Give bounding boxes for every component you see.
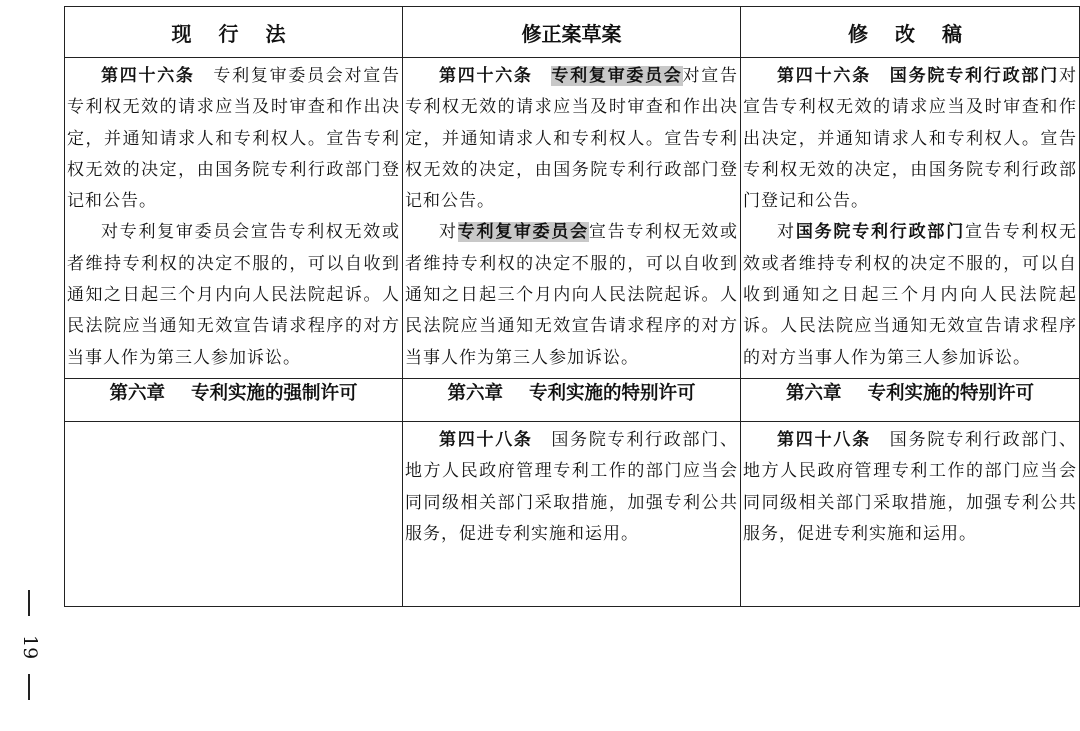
header-current-law: 现 行 法	[65, 7, 403, 58]
chapter-6-row	[65, 378, 1080, 421]
revised-article-46-para-1	[743, 61, 1077, 217]
article-text: 对宣告专利权无效的请求应当及时审查和作出决定，并通知请求人和专利权人。宣告专利权无效的决定，由国务院专利行政部门登记和公告。	[405, 66, 739, 212]
article-text: 对专利复审委员会宣告专利权无效或者维持专利权的决定不服的，可以自收到通知之日起三个月内向人民法院起诉。人民法院应当通知无效宣告请求程序的对方当事人作为第三人参加诉讼。	[67, 222, 400, 368]
header-draft-amendment: 修正案草案	[403, 7, 741, 58]
draft-article-48	[403, 421, 741, 606]
article-46-row	[65, 58, 1080, 379]
revised-chapter-6-heading: 第六章 专利实施的特别许可	[741, 378, 1080, 421]
article-number: 第四十六条	[439, 66, 533, 86]
draft-article-46	[403, 58, 741, 379]
comparison-table	[64, 6, 1080, 607]
revised-article-46-para-2	[743, 217, 1077, 373]
page-number-dash-bottom	[28, 674, 30, 700]
article-number: 第四十八条	[439, 429, 533, 450]
current-article-46-para-2	[67, 217, 400, 373]
highlighted-change: 专利复审委员会	[457, 222, 589, 243]
revised-article-46	[741, 58, 1080, 379]
article-48-row	[65, 421, 1080, 606]
page-number-text: 19	[19, 635, 41, 660]
page-number	[14, 590, 44, 710]
current-chapter-6-heading: 第六章 专利实施的强制许可	[65, 378, 403, 421]
bold-change: 国务院专利行政部门	[795, 222, 966, 243]
revised-article-48	[741, 421, 1080, 606]
revised-article-48-para	[743, 425, 1077, 550]
draft-article-46-para-2	[405, 217, 738, 373]
draft-article-48-para	[405, 425, 738, 550]
article-text: 宣告专利权无效或者维持专利权的决定不服的，可以自收到通知之日起三个月内向人民法院起诉。人民法院应当通知无效宣告请求程序的对方当事人作为第三人参加诉讼。	[405, 222, 739, 368]
article-text: 对	[777, 222, 796, 243]
article-text: 对	[439, 222, 458, 243]
article-number: 第四十八条	[777, 429, 871, 450]
article-text: 国务院专利行政部门、地方人民政府管理专利工作的部门应当会同同级相关部门采取措施，加强专利公共服务，促进专利实施和运用。	[405, 429, 739, 544]
header-row	[65, 7, 1080, 58]
article-text: 对宣告专利权无效的请求应当及时审查和作出决定，并通知请求人和专利权人。宣告专利权无效的决定，由国务院专利行政部门登记和公告。	[743, 66, 1077, 212]
page-number-dash-top	[28, 590, 30, 616]
draft-chapter-6-heading: 第六章 专利实施的特别许可	[403, 378, 741, 421]
article-text: 专利复审委员会对宣告专利权无效的请求应当及时审查和作出决定，并通知请求人和专利权人。宣告专利权无效的决定，由国务院专利行政部门登记和公告。	[67, 66, 401, 212]
draft-article-46-para-1	[405, 61, 738, 217]
bold-change: 国务院专利行政部门	[889, 66, 1059, 86]
article-text: 国务院专利行政部门、地方人民政府管理专利工作的部门应当会同同级相关部门采取措施，加强专利公共服务，促进专利实施和运用。	[743, 429, 1077, 544]
current-article-46-para-1	[67, 61, 400, 217]
current-law-article-46	[65, 58, 403, 379]
highlighted-change: 专利复审委员会	[550, 66, 683, 86]
header-revised-draft: 修 改 稿	[741, 7, 1080, 58]
article-number: 第四十六条	[101, 66, 195, 86]
article-text: 宣告专利权无效或者维持专利权的决定不服的，可以自收到通知之日起三个月内向人民法院起诉。人民法院应当通知无效宣告请求程序的对方当事人作为第三人参加诉讼。	[743, 222, 1078, 368]
current-law-article-48-empty	[65, 421, 403, 606]
article-number: 第四十六条	[777, 66, 871, 86]
